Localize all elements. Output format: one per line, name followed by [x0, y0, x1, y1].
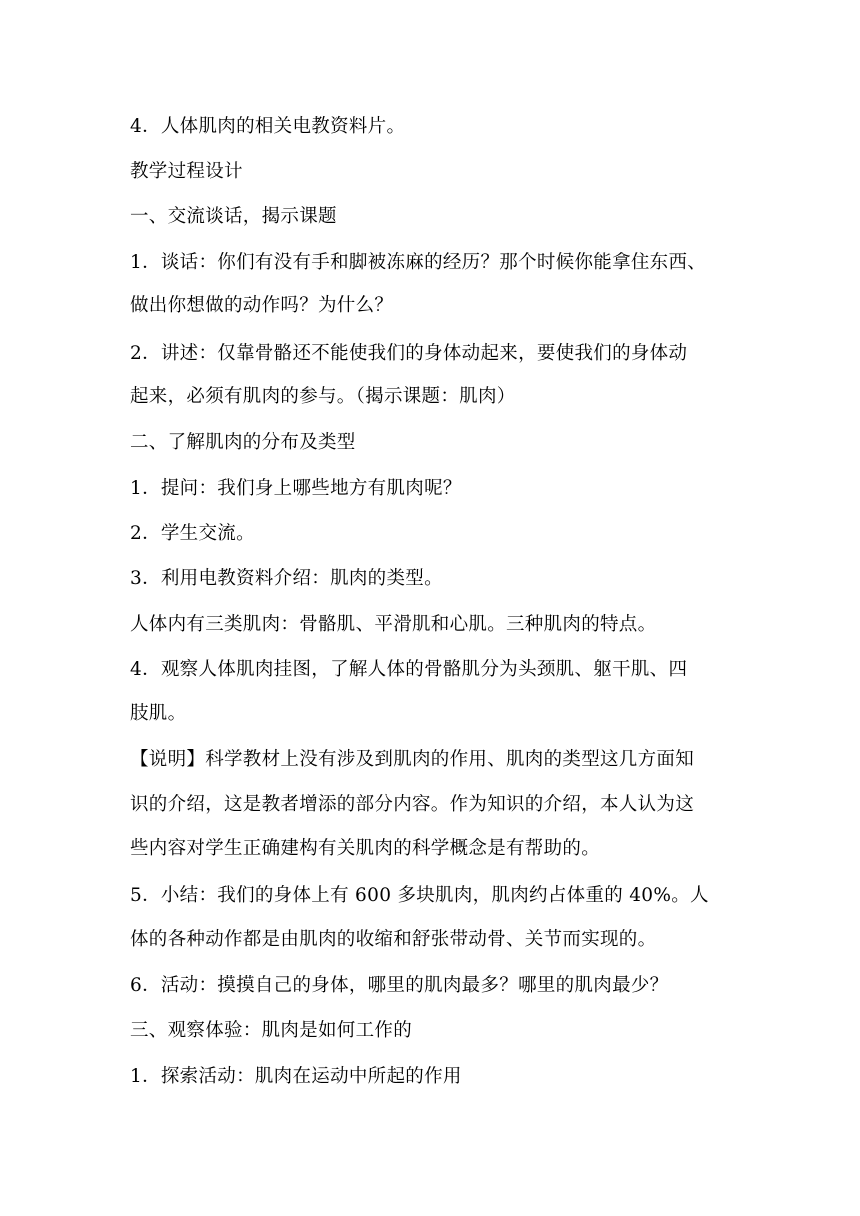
text-line: 4．观察人体肌肉挂图，了解人体的骨骼肌分为头颈肌、躯干肌、四	[130, 659, 688, 680]
text-line: 6．活动：摸摸自己的身体，哪里的肌肉最多？哪里的肌肉最少？	[130, 975, 669, 996]
text-line: 起来，必须有肌肉的参与。（揭示课题：肌肉）	[130, 386, 516, 407]
section-heading: 三、观察体验：肌肉是如何工作的	[130, 1020, 413, 1041]
text-line: 3．利用电教资料介绍：肌肉的类型。	[130, 568, 443, 589]
note-line: 识的介绍，这是教者增添的部分内容。作为知识的介绍，本人认为这	[130, 794, 695, 815]
text-line: 2．讲述：仅靠骨骼还不能使我们的身体动起来，要使我们的身体动	[130, 343, 688, 364]
text-line: 做出你想做的动作吗？为什么？	[130, 295, 394, 316]
note-line: 些内容对学生正确建构有关肌肉的科学概念是有帮助的。	[130, 838, 601, 859]
text-line: 1．提问：我们身上哪些地方有肌肉呢？	[130, 478, 462, 499]
section-heading: 一、交流谈话，揭示课题	[130, 206, 337, 227]
section-heading: 教学过程设计	[130, 161, 243, 182]
text-line: 人体内有三类肌肉：骨骼肌、平滑肌和心肌。三种肌肉的特点。	[130, 614, 657, 635]
text-line: 5．小结：我们的身体上有 600 多块肌肉，肌肉约占体重的 40%。人	[130, 885, 709, 906]
text-line: 2．学生交流。	[130, 523, 255, 544]
note-line: 【说明】科学教材上没有涉及到肌肉的作用、肌肉的类型这几方面知	[130, 749, 695, 770]
section-heading: 二、了解肌肉的分布及类型	[130, 432, 356, 453]
text-line: 肢肌。	[130, 703, 187, 724]
text-line: 体的各种动作都是由肌肉的收缩和舒张带动骨、关节而实现的。	[130, 929, 657, 950]
text-line: 4．人体肌肉的相关电教资料片。	[130, 116, 406, 137]
text-line: 1．谈话：你们有没有手和脚被冻麻的经历？那个时候你能拿住东西、	[130, 252, 707, 273]
text-line: 1．探索活动：肌肉在运动中所起的作用	[130, 1066, 462, 1087]
